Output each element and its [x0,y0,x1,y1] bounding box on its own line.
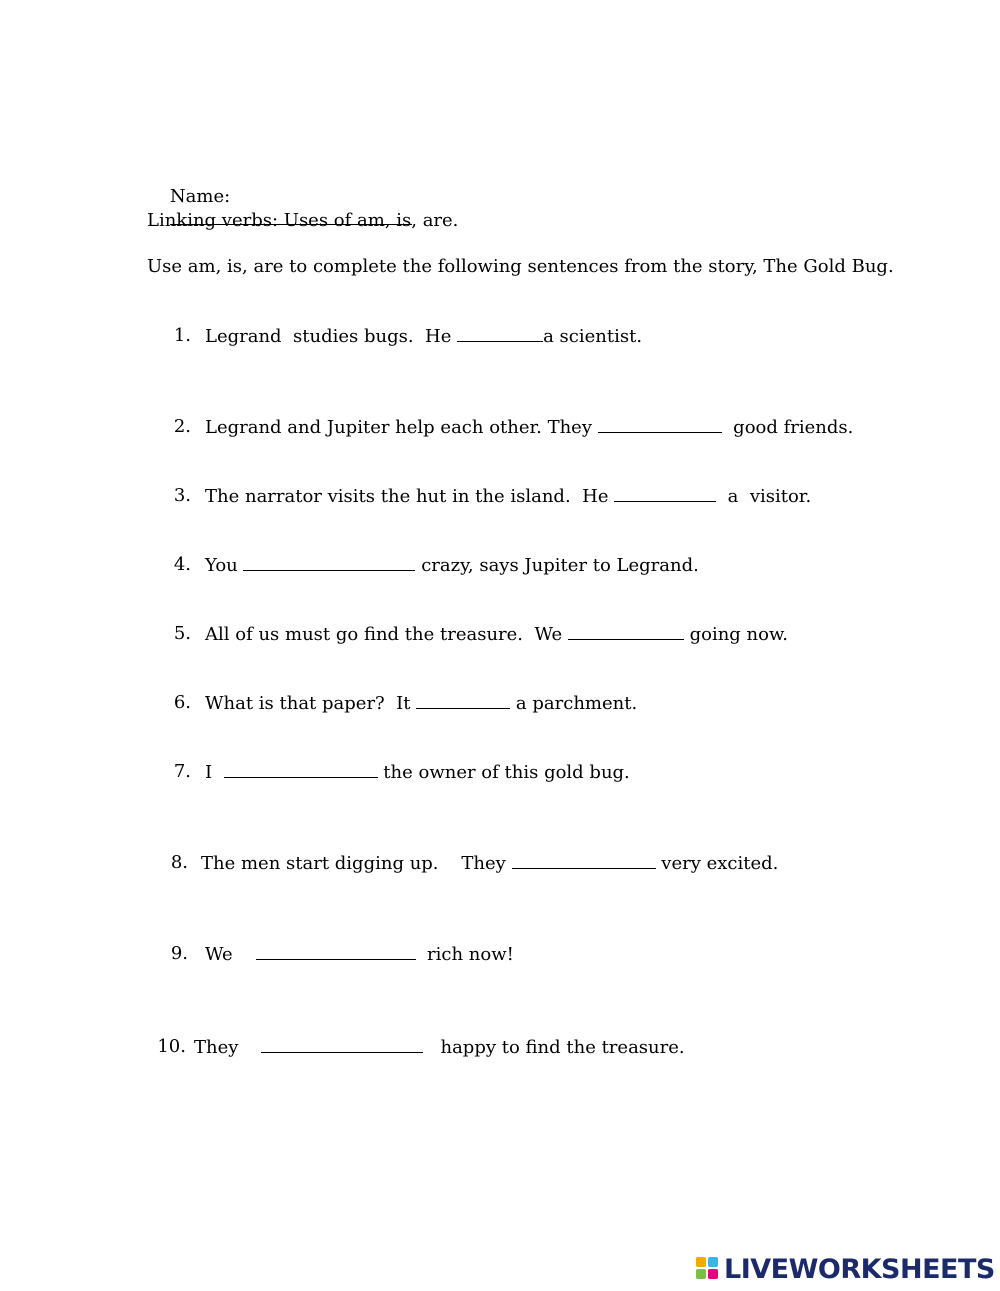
question-text-before: What is that paper? It [205,693,417,714]
logo-mark-icon [696,1257,720,1281]
answer-blank[interactable] [243,554,415,571]
answer-blank[interactable] [614,485,716,502]
question-number: 4. [173,554,191,575]
question-text-before: I [205,762,224,783]
question-text-before: Legrand studies bugs. He [205,326,458,347]
question-number: 3. [173,485,191,506]
question-number: 8. [170,852,188,873]
question-sentence [205,692,637,715]
name-label: Name: [169,186,231,207]
question-sentence [205,416,853,439]
question-text-after: happy to find the treasure. [423,1037,685,1058]
question-number: 10. [157,1036,186,1057]
question-text-after: rich now! [415,944,514,965]
question-text-after: going now. [683,624,788,645]
question-sentence [205,485,811,508]
question-text-before: All of us must go find the treasure. We [205,624,568,645]
question-text-after: the owner of this gold bug. [377,762,630,783]
answer-blank[interactable] [512,852,656,869]
question-text-before: They [194,1037,262,1058]
question-text-after: a scientist. [543,326,643,347]
worksheet-instructions: Use am, is, are to complete the following sentences from the story, The Gold Bug. [147,256,894,277]
worksheet-subtitle: Linking verbs: Uses of am, is, are. [147,210,459,231]
question-sentence [205,325,642,348]
answer-blank[interactable] [224,761,378,778]
question-text-before: We [205,944,256,965]
answer-blank[interactable] [598,416,722,433]
logo-wordmark: LIVEWORKSHEETS [724,1253,995,1285]
question-number: 6. [173,692,191,713]
question-sentence [201,852,778,875]
question-text-after: good friends. [721,417,854,438]
question-text-before: The narrator visits the hut in the island. He [205,486,615,507]
answer-blank[interactable] [416,692,510,709]
answer-blank[interactable] [457,325,543,342]
question-text-after: crazy, says Jupiter to Legrand. [415,555,699,576]
question-number: 2. [173,416,191,437]
answer-blank[interactable] [261,1036,423,1053]
question-sentence [205,761,630,784]
question-sentence [205,623,788,646]
question-sentence [194,1036,685,1059]
question-number: 7. [173,761,191,782]
name-row [147,164,412,253]
question-text-before: Legrand and Jupiter help each other. They [205,417,598,438]
question-text-after: very excited. [655,853,779,874]
question-sentence [205,554,699,577]
question-text-before: The men start digging up. They [201,853,512,874]
question-sentence [205,943,514,966]
answer-blank[interactable] [568,623,684,640]
liveworksheets-logo [696,1252,995,1286]
question-number: 9. [170,943,188,964]
answer-blank[interactable] [256,943,416,960]
question-text-before: You [205,555,244,576]
question-number: 5. [173,623,191,644]
question-text-after: a visitor. [716,486,812,507]
question-number: 1. [173,325,191,346]
question-text-after: a parchment. [510,693,638,714]
